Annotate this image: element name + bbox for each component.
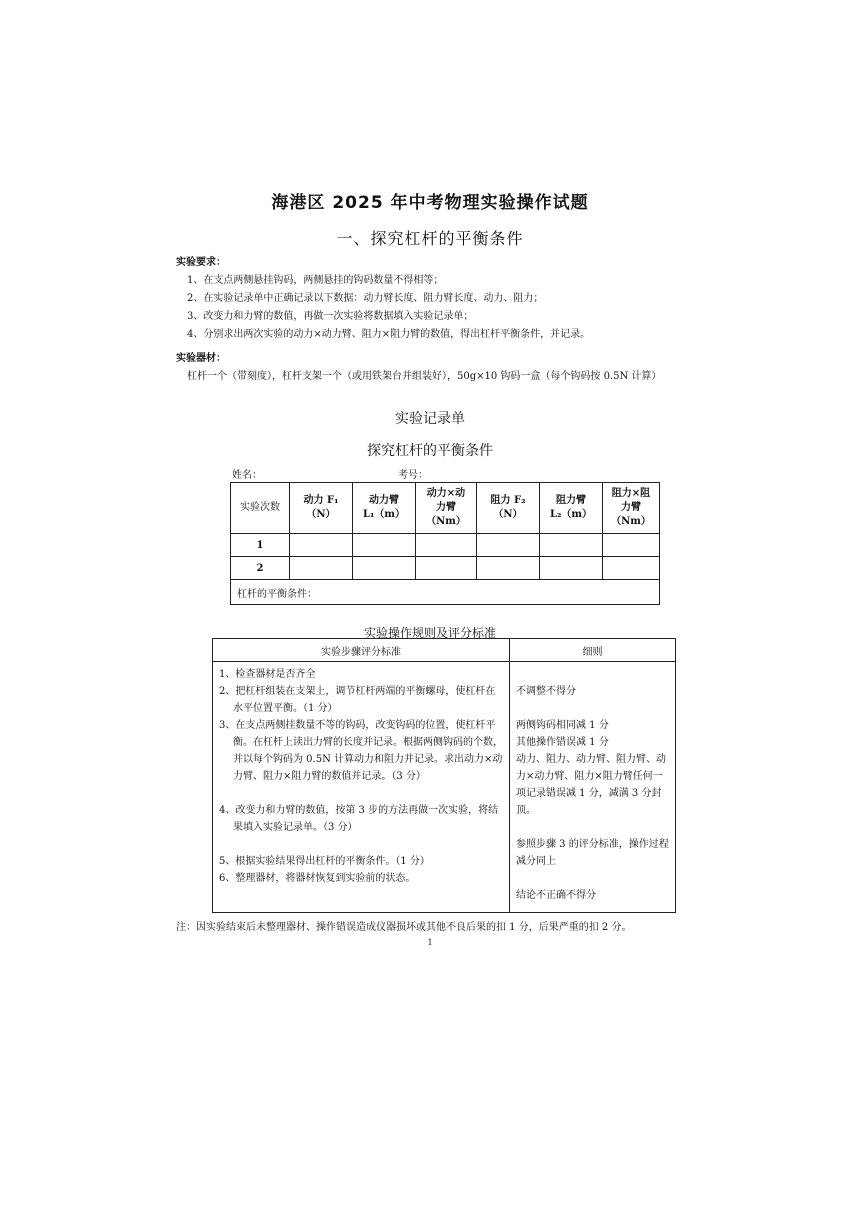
rules-table-header bbox=[213, 639, 676, 662]
rules-title: 实验操作规则及评分标准 bbox=[363, 626, 496, 640]
equipment-text: 杠杆一个（带刻度），杠杆支架一个（或用铁架台并组装好），50g×10 钩码一盒（每个钩码按 0.5N 计算） bbox=[187, 371, 662, 382]
rules-col-steps: 实验步骤评分标准 bbox=[213, 639, 510, 662]
cell-f2l2[interactable] bbox=[603, 557, 660, 580]
record-sheet-title: 实验记录单 bbox=[395, 411, 465, 427]
cell-l1[interactable] bbox=[353, 534, 416, 557]
record-table bbox=[230, 482, 660, 605]
cell-l2[interactable] bbox=[540, 534, 603, 557]
step-item: 6、整理器材，将器材恢复到实验前的状态。 bbox=[219, 873, 416, 884]
cell-l2[interactable] bbox=[540, 557, 603, 580]
detail-item: 两侧钩码相同减 1 分 bbox=[516, 720, 609, 731]
equipment-section bbox=[176, 350, 736, 386]
rules-details-cell bbox=[510, 662, 676, 913]
conclusion-row bbox=[231, 580, 660, 605]
equipment-heading: 实验器材： bbox=[176, 353, 226, 364]
conclusion-label[interactable]: 杠杆的平衡条件： bbox=[231, 580, 660, 605]
rules-body bbox=[213, 662, 676, 913]
header-text: 实验次数 bbox=[240, 502, 280, 513]
document-title: 海港区 2025 年中考物理实验操作试题 bbox=[271, 193, 589, 213]
rules-table bbox=[212, 638, 676, 913]
step-item: 5、根据实验结果得出杠杆的平衡条件。（1 分） bbox=[219, 856, 430, 867]
cell-f1l1[interactable] bbox=[416, 557, 477, 580]
cell-l1[interactable] bbox=[353, 557, 416, 580]
rules-steps-cell bbox=[213, 662, 510, 913]
page-number: 1 bbox=[427, 938, 433, 947]
detail-item: 动力、阻力、动力臂、阻力臂、动力×动力臂、阻力×阻力臂任何一项记录错误减 1 分，减满 3 分封顶。 bbox=[516, 754, 666, 816]
name-exam-line bbox=[232, 466, 662, 481]
exam-number-label: 考号： bbox=[398, 470, 428, 481]
cell-f2l2[interactable] bbox=[603, 534, 660, 557]
document-subtitle: 一、探究杠杆的平衡条件 bbox=[336, 229, 524, 248]
cell-f1[interactable] bbox=[290, 557, 353, 580]
header-l2: 阻力臂 L₂（m） bbox=[540, 483, 603, 534]
header-l1: 动力臂 L₁（m） bbox=[353, 483, 416, 534]
record-table-header bbox=[231, 483, 660, 534]
rules-col-details: 细则 bbox=[510, 639, 676, 662]
requirement-item: 1、在支点两侧悬挂钩码，两侧悬挂的钩码数量不得相等； bbox=[187, 275, 444, 286]
cell-f2[interactable] bbox=[477, 534, 540, 557]
trial-number: 2 bbox=[231, 557, 290, 580]
requirement-item: 3、改变力和力臂的数值，再做一次实验将数据填入实验记录单； bbox=[187, 311, 474, 322]
step-item: 2、把杠杆组装在支架上，调节杠杆两端的平衡螺母，使杠杆在水平位置平衡。（1 分） bbox=[219, 686, 496, 714]
detail-item: 参照步骤 3 的评分标准，操作过程减分同上 bbox=[516, 839, 669, 867]
requirement-item: 4、分别求出两次实验的动力×动力臂、阻力×阻力臂的数值，得出杠杆平衡条件，并记录。 bbox=[187, 329, 591, 340]
detail-item: 结论不正确不得分 bbox=[516, 890, 596, 901]
table-row bbox=[231, 557, 660, 580]
requirements-section bbox=[176, 254, 736, 344]
name-label: 姓名： bbox=[232, 470, 262, 481]
cell-f1l1[interactable] bbox=[416, 534, 477, 557]
detail-item: 不调整不得分 bbox=[516, 686, 576, 697]
detail-item: 其他操作错误减 1 分 bbox=[516, 737, 609, 748]
cell-f1[interactable] bbox=[290, 534, 353, 557]
requirements-heading: 实验要求： bbox=[176, 257, 226, 268]
record-sheet-subtitle: 探究杠杆的平衡条件 bbox=[367, 443, 493, 459]
footnote: 注：因实验结束后未整理器材、操作错误造成仪器损坏或其他不良后果的扣 1 分，后果严重的扣 2 分。 bbox=[176, 922, 632, 933]
step-item: 1、检查器材是否齐全 bbox=[219, 669, 316, 680]
step-item: 3、在支点两侧挂数量不等的钩码，改变钩码的位置，使杠杆平衡。在杠杆上读出力臂的长度并记录。根据两侧钩码的个数，并以每个钩码为 0.5N 计算动力和阻力并记录。求出动力×动力臂、阻力×阻力臂的数值并记录。（3 分） bbox=[219, 720, 503, 782]
header-f1: 动力 F₁ （N） bbox=[290, 483, 353, 534]
trial-number: 1 bbox=[231, 534, 290, 557]
header-f2l2: 阻力×阻 力臂 （Nm） bbox=[603, 483, 660, 534]
cell-f2[interactable] bbox=[477, 557, 540, 580]
header-trial bbox=[231, 483, 290, 534]
step-item: 4、改变力和力臂的数值，按第 3 步的方法再做一次实验，将结果填入实验记录单。（3 分） bbox=[219, 805, 499, 833]
table-row bbox=[231, 534, 660, 557]
header-f2: 阻力 F₂ （N） bbox=[477, 483, 540, 534]
requirement-item: 2、在实验记录单中正确记录以下数据：动力臂长度、阻力臂长度、动力、阻力； bbox=[187, 293, 544, 304]
header-f1l1: 动力×动 力臂 （Nm） bbox=[416, 483, 477, 534]
